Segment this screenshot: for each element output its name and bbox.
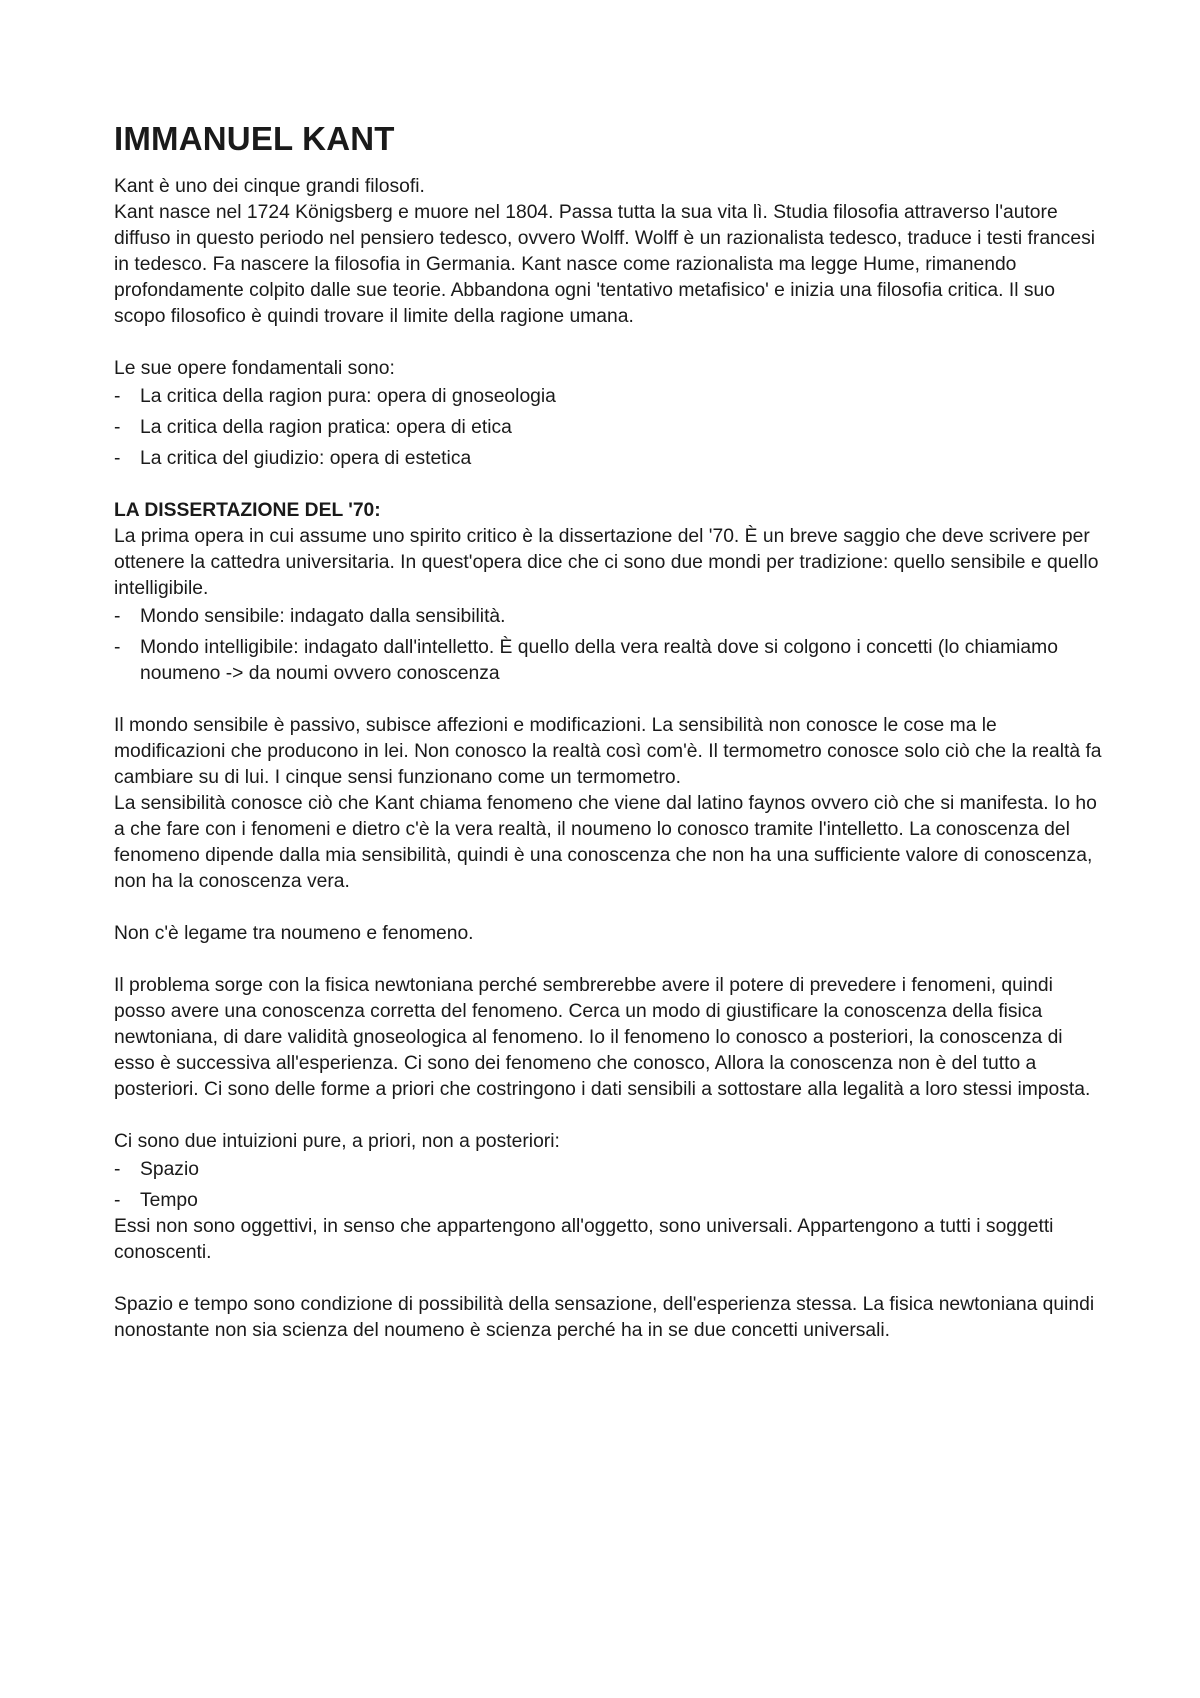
fenomeno-paragraph: La sensibilità conosce ciò che Kant chiama fenomeno che viene dal latino faynos ovvero ciò che si manifesta. Io ho a che fare con i fenomeni e dietro c'è la vera realtà, il noumeno lo conosco tramite l'intelletto. La conoscenza del fenomeno dipende dalla mia sensibilità, quindi è una conoscenza che non ha una sufficiente valore di conoscenza, non ha la conoscenza vera. — [114, 793, 1097, 892]
dash-bullet: - — [114, 1159, 121, 1180]
opere-intro: Le sue opere fondamentali sono: — [114, 358, 395, 379]
conclusione-paragraph: Spazio e tempo sono condizione di possibilità della sensazione, dell'esperienza stessa. La fisica newtoniana quindi nonostante non sia scienza del noumeno è scienza perché ha in se due concetti universali. — [114, 1294, 1095, 1341]
page-title: IMMANUEL KANT — [114, 120, 395, 157]
section-heading-dissertazione: LA DISSERTAZIONE DEL '70: — [114, 500, 381, 521]
document-page — [114, 118, 1104, 1344]
opere-list — [114, 384, 1104, 472]
problema-paragraph: Il problema sorge con la fisica newtoniana perché sembrerebbe avere il potere di prevedere i fenomeni, quindi posso avere una conoscenza corretta del fenomeno. Cerca un modo di giustificare la conoscenza della fisica newtoniana, di dare validità gnoseologica al fenomeno. Io il fenomeno lo conosco a posteriori, la conoscenza di esso è successiva all'esperienza. Ci sono dei fenomeno che conosco, Allora la conoscenza non è del tutto a posteriori. Ci sono delle forme a priori che costringono i dati sensibili a sottostare alla legalità a loro stessi imposta. — [114, 975, 1091, 1100]
list-item: - Tempo — [114, 1188, 1104, 1214]
list-item: - Spazio — [114, 1157, 1104, 1183]
list-item: - La critica del giudizio: opera di estetica — [114, 446, 1104, 472]
intuizioni-list — [114, 1157, 1104, 1214]
intuizioni-intro: Ci sono due intuizioni pure, a priori, non a posteriori: — [114, 1131, 560, 1152]
list-item: - Mondo intelligibile: indagato dall'intelletto. È quello della vera realtà dove si colgono i concetti (lo chiamiamo noumeno -> da noumi ovvero conoscenza — [114, 637, 1058, 684]
dash-bullet: - — [114, 417, 121, 438]
dash-bullet: - — [114, 386, 121, 407]
mondi-list — [114, 604, 1104, 687]
list-item: - La critica della ragion pratica: opera di etica — [114, 415, 1104, 441]
legame-paragraph: Non c'è legame tra noumeno e fenomeno. — [114, 923, 474, 944]
dash-bullet: - — [114, 1190, 121, 1211]
dash-bullet: - — [114, 606, 121, 627]
intro-paragraph: Kant nasce nel 1724 Königsberg e muore nel 1804. Passa tutta la sua vita lì. Studia filosofia attraverso l'autore diffuso in questo periodo nel pensiero tedesco, ovvero Wolff. Wolff è un razionalista tedesco, traduce i testi francesi in tedesco. Fa nascere la filosofia in Germania. Kant nasce come razionalista ma legge Hume, rimanendo profondamente colpito dalle sue teorie. Abbandona ogni 'tentativo metafisico' e inizia una filosofia critica. Il suo scopo filosofico è quindi trovare il limite della ragione umana. — [114, 202, 1096, 327]
dash-bullet: - — [114, 637, 121, 658]
sensibile-paragraph: Il mondo sensibile è passivo, subisce affezioni e modificazioni. La sensibilità non conosce le cose ma le modificazioni che producono in lei. Non conosco la realtà così com'è. Il termometro conosce solo ciò che la realtà fa cambiare su di lui. I cinque sensi funzionano come un termometro. — [114, 715, 1102, 788]
dash-bullet: - — [114, 448, 121, 469]
list-item: - Mondo sensibile: indagato dalla sensibilità. — [114, 604, 1104, 630]
list-item: - La critica della ragion pura: opera di gnoseologia — [114, 384, 1104, 410]
dissertazione-paragraph: La prima opera in cui assume uno spirito critico è la dissertazione del '70. È un breve saggio che deve scrivere per ottenere la cattedra universitaria. In quest'opera dice che ci sono due mondi per tradizione: quello sensibile e quello intelligibile. — [114, 526, 1099, 599]
intro-line: Kant è uno dei cinque grandi filosofi. — [114, 176, 425, 197]
intuizioni-paragraph: Essi non sono oggettivi, in senso che appartengono all'oggetto, sono universali. Appartengono a tutti i soggetti conoscenti. — [114, 1216, 1054, 1263]
